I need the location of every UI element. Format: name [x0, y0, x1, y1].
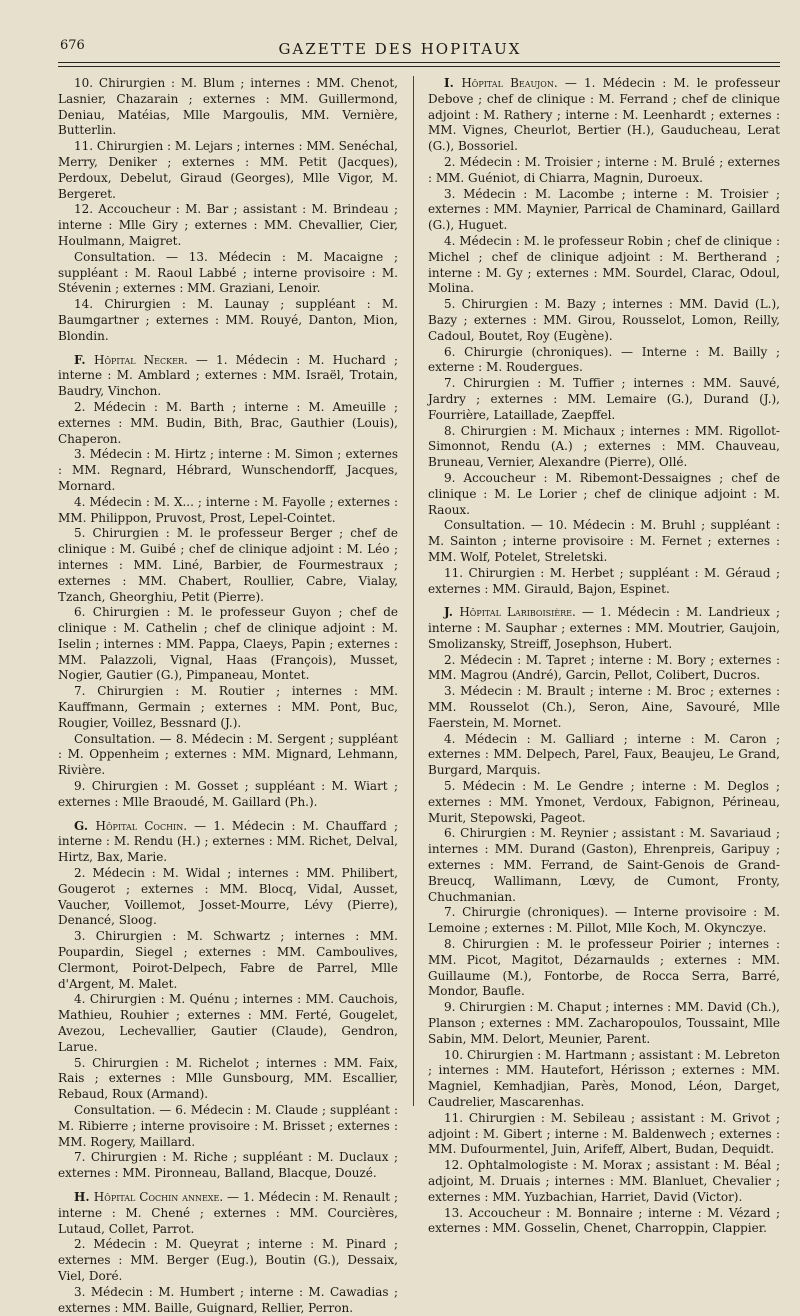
entry-text: 7. Chirurgien : M. Routier ; internes : MM. Kauffmann, Germain ; externes : MM. Pont, Buc, Rougier, Voillez, Bessnard (J.). [58, 684, 398, 730]
entry-paragraph [58, 992, 398, 1055]
entry-text: 11. Chirurgien : M. Herbet ; suppléant : M. Géraud ; externes : MM. Girauld, Bajon, Espinet. [428, 565, 780, 596]
entry-paragraph [428, 1000, 780, 1047]
entry-text: 3. Médecin : M. Hirtz ; interne : M. Simon ; externes : MM. Regnard, Hébrard, Wunschendorff, Jacques, Mornard. [58, 447, 398, 493]
entry-text: — 1. Médecin : M. Chauffard ; interne : M. Rendu (H.) ; externes : MM. Richet, Delval, Hirtz, Bax, Marie. [58, 818, 399, 865]
entry-paragraph [428, 653, 780, 685]
entry-paragraph [428, 76, 780, 155]
entry-text: Consultation. — 10. Médecin : M. Bruhl ; suppléant : M. Sainton ; interne provisoire : M. Fernet ; externes : MM. Wolf, Potelet, Streletski. [428, 518, 780, 564]
entry-paragraph [428, 187, 780, 234]
entry-paragraph [58, 605, 398, 684]
entry-text: 5. Chirurgien : M. Richelot ; internes : MM. Faix, Rais ; externes : Mlle Gunsbourg, MM. Escallier, Rebaud, Roux (Armand). [58, 1055, 398, 1102]
entry-paragraph [428, 1048, 780, 1111]
entry-paragraph [58, 1103, 398, 1150]
entry-paragraph [428, 155, 780, 187]
entry-text: 2. Médecin : M. Troisier ; interne : M. Brulé ; externes : MM. Guéniot, di Chiarra, Magnin, Duroeux. [428, 154, 780, 185]
entry-text: 11. Chirurgien : M. Lejars ; internes : MM. Senéchal, Merry, Deniker ; externes : MM. Petit (Jacques), Perdoux, Debelut, Giraud (Georges), Mlle Vigor, M. Bergeret. [58, 139, 398, 201]
entry-text: — 1. Médecin : M. le professeur Debove ; chef de clinique : M. Ferrand ; chef de clinique adjoint : M. Rathery ; interne : M. Leenhardt ; externes : MM. Vignes, Cheurlot, Bertier (H.), Gauducheau, Lerat (G.), Bossoriel. [428, 76, 781, 154]
entry-paragraph [428, 826, 780, 905]
entry-paragraph [58, 76, 398, 139]
entry-text: 9. Chirurgien : M. Chaput ; internes : MM. David (Ch.), Planson ; externes : MM. Zacharopoulos, Toussaint, Mlle Sabin, MM. Delort, Meunier, Parent. [428, 1000, 780, 1046]
entry-paragraph [58, 1285, 398, 1316]
entry-paragraph [58, 495, 398, 527]
entry-text: 7. Chirurgien : M. Tuffier ; internes : MM. Sauvé, Jardry ; externes : MM. Lemaire (G.), Durand (J.), Fourrière, Lataillade, Zaepffel. [428, 376, 780, 422]
section-letter: F. [74, 352, 94, 367]
hospital-name: Hôpital Necker. [93, 352, 188, 367]
entry-text: 6. Chirurgien : M. le professeur Guyon ; chef de clinique : M. Cathelin ; chef de clinique adjoint : M. Iselin ; internes : MM. Pappa, Claeys, Papin ; externes : MM. Palazzoli, Vignal, Haas (François), Musset, Nogier, Gautier (G.), Pimpaneau, Montet. [58, 605, 398, 683]
entry-paragraph [428, 779, 780, 826]
entry-paragraph [428, 905, 780, 937]
section-letter: J. [444, 605, 460, 620]
hospital-name: Hôpital Lariboisière. [459, 605, 576, 620]
entry-text: 2. Médecin : M. Tapret ; interne : M. Bory ; externes : MM. Magrou (André), Garcin, Pellot, Colibert, Ducros. [428, 652, 780, 683]
entry-text: 6. Chirurgien : M. Reynier ; assistant : M. Savariaud ; internes : MM. Durand (Gaston), Ehrenpreis, Garipuy ; externes : MM. Ferrand, de Saint-Genois de Grand-Breucq, Wallimann, Lœvy, de Cumont, Fronty, Chuchmanian. [428, 826, 780, 904]
entry-text: 10. Chirurgien : M. Hartmann ; assistant : M. Lebreton ; internes : MM. Hautefort, Hérisson ; externes : MM. Magniel, Kemhadjian, Parès, Monod, Léon, Darget, Caudrelier, Mascarenhas. [428, 1047, 780, 1109]
entry-paragraph [428, 1206, 780, 1238]
entry-text: 3. Médecin : M. Lacombe ; interne : M. Troisier ; externes : MM. Maynier, Parrical de Chaminard, Gaillard (G.), Huguet. [428, 186, 780, 233]
entry-paragraph [58, 447, 398, 494]
entry-paragraph [58, 1150, 398, 1182]
entry-text: 7. Chirurgien : M. Riche ; suppléant : M. Duclaux ; externes : MM. Pironneau, Balland, Blacque, Douzé. [58, 1150, 398, 1181]
entry-paragraph [58, 779, 398, 811]
entry-paragraph [58, 139, 398, 202]
entry-text: 12. Accoucheur : M. Bar ; assistant : M. Brindeau ; interne : Mlle Giry ; externes : MM. Chevallier, Cier, Houlmann, Maigret. [58, 202, 398, 248]
entry-text: 3. Chirurgien : M. Schwartz ; internes : MM. Poupardin, Siegel ; externes : MM. Camboulives, Clermont, Poirot-Delpech, Fabre de Parrel, Mlle d'Argent, M. Malet. [58, 929, 398, 991]
entry-text: — 1. Médecin : M. Huchard ; interne : M. Amblard ; externes : MM. Israël, Trotain, Baudry, Vinchon. [58, 352, 399, 399]
entry-paragraph [58, 526, 398, 605]
entry-text: 4. Chirurgien : M. Quénu ; internes : MM. Cauchois, Mathieu, Rouhier ; externes : MM. Ferté, Gougelet, Avezou, Lechevallier, Gautier (Claude), Gendron, Larue. [58, 992, 398, 1054]
entry-paragraph [428, 732, 780, 779]
entry-paragraph [428, 1111, 780, 1158]
entry-text: 5. Médecin : M. Le Gendre ; interne : M. Deglos ; externes : MM. Ymonet, Verdoux, Fabignon, Périneau, Murit, Stepowski, Pageot. [428, 779, 780, 825]
entry-paragraph [428, 1158, 780, 1205]
entry-text: 2. Médecin : M. Barth ; interne : M. Ameuille ; externes : MM. Budin, Bith, Brac, Gauthier (Louis), Chaperon. [58, 399, 398, 446]
entry-text: 4. Médecin : M. Galliard ; interne : M. Caron ; externes : MM. Delpech, Parel, Faux, Beaujeu, Le Grand, Burgard, Marquis. [428, 731, 780, 778]
entry-paragraph [58, 1237, 398, 1284]
entry-paragraph [58, 353, 398, 400]
entry-text: 8. Chirurgien : M. Michaux ; internes : MM. Rigollot-Simonnot, Rendu (A.) ; externes : MM. Chauveau, Bruneau, Vernier, Alexandre (Pierre), Ollé. [428, 423, 780, 470]
entry-paragraph [58, 819, 398, 866]
entry-paragraph [58, 929, 398, 992]
entry-text: 2. Médecin : M. Widal ; internes : MM. Philibert, Gougerot ; externes : MM. Blocq, Vidal, Ausset, Vaucher, Voillemot, Josset-Mourre, Lévy (Pierre), Denancé, Sloog. [58, 866, 398, 928]
page-number: 676 [60, 38, 85, 53]
entry-text: Consultation. — 6. Médecin : M. Claude ; suppléant : M. Ribierre ; interne provisoire : M. Brisset ; externes : MM. Rogery, Maillard. [58, 1103, 398, 1149]
right-column [428, 76, 780, 1237]
entry-paragraph [428, 234, 780, 297]
column-divider [413, 76, 414, 1106]
entry-paragraph [58, 732, 398, 779]
entry-paragraph [428, 424, 780, 471]
entry-paragraph [428, 684, 780, 731]
entry-paragraph [58, 297, 398, 344]
section-letter: I. [444, 76, 462, 90]
entry-text: 3. Médecin : M. Humbert ; interne : M. Cawadias ; externes : MM. Baille, Guignard, Rellier, Perron. [58, 1284, 398, 1315]
section-letter: G. [74, 818, 96, 833]
entry-paragraph [58, 400, 398, 447]
hospital-name: Hôpital Beaujon. [461, 76, 558, 90]
entry-text: 13. Accoucheur : M. Bonnaire ; interne : M. Vézard ; externes : MM. Gosselin, Chenet, Charroppin, Clappier. [428, 1205, 780, 1236]
entry-text: Consultation. — 8. Médecin : M. Sergent ; suppléant : M. Oppenheim ; externes : MM. Mignard, Lehmann, Rivière. [58, 731, 398, 778]
entry-paragraph [428, 471, 780, 518]
entry-paragraph [58, 1190, 398, 1237]
entry-paragraph [58, 1056, 398, 1103]
entry-text: — 1. Médecin : M. Landrieux ; interne : M. Sauphar ; externes : MM. Moutrier, Gaujoin, Smolizansky, Streiff, Josephson, Hubert. [428, 605, 780, 651]
entry-text: 11. Chirurgien : M. Sebileau ; assistant : M. Grivot ; adjoint : M. Gibert ; interne : M. Baldenwech ; externes : MM. Dufourmentel, Juin, Arifeff, Albert, Budan, Dequidt. [428, 1110, 780, 1157]
running-title: GAZETTE DES HOPITAUX [278, 40, 522, 58]
entry-text: 9. Chirurgien : M. Gosset ; suppléant : M. Wiart ; externes : Mlle Braoudé, M. Gaillard (Ph.). [58, 779, 398, 809]
section-letter: H. [74, 1189, 94, 1204]
entry-paragraph [58, 866, 398, 929]
entry-paragraph [58, 202, 398, 249]
entry-text: 5. Chirurgien : M. le professeur Berger ; chef de clinique : M. Guibé ; chef de clinique adjoint : M. Léo ; internes : MM. Liné, Barbier, de Fourmestraux ; externes : MM. Chabert, Roullier, Cabre, Vialay, Tzanch, Gheorghiu, Petit (Pierre). [58, 526, 398, 604]
entry-paragraph [428, 937, 780, 1000]
header-rule-thin [58, 66, 780, 67]
entry-paragraph [428, 297, 780, 344]
hospital-name: Hôpital Cochin. [95, 818, 188, 833]
entry-text: 2. Médecin : M. Queyrat ; interne : M. Pinard ; externes : MM. Berger (Eug.), Boutin (G.), Dessaix, Viel, Doré. [58, 1237, 398, 1283]
entry-text: 12. Ophtalmologiste : M. Morax ; assistant : M. Béal ; adjoint, M. Druais ; internes : MM. Blanluet, Chevalier ; externes : MM. Yuzbachian, Harriet, David (Victor). [428, 1158, 780, 1204]
entry-text: 9. Accoucheur : M. Ribemont-Dessaignes ; chef de clinique : M. Le Lorier ; chef de clinique adjoint : M. Raoux. [428, 470, 780, 517]
entry-text: 4. Médecin : M. le professeur Robin ; chef de clinique : Michel ; chef de clinique adjoint : M. Bertherand ; interne : M. Gy ; externes : MM. Sourdel, Clarac, Odoul, Molina. [428, 233, 780, 296]
entry-paragraph [428, 566, 780, 598]
left-column [58, 76, 398, 1316]
entry-text: 7. Chirurgie (chroniques). — Interne provisoire : M. Lemoine ; externes : M. Pillot, Mlle Koch, M. Okynczye. [428, 905, 780, 936]
entry-text: 8. Chirurgien : M. le professeur Poirier ; internes : MM. Picot, Magitot, Dézarnaulds ; externes : MM. Guillaume (M.), Fontorbe, de Rocca Serra, Barré, Mondor, Baufle. [428, 937, 780, 999]
entry-paragraph [58, 684, 398, 731]
entry-text: 10. Chirurgien : M. Blum ; internes : MM. Chenot, Lasnier, Chazarain ; externes : MM. Guillermond, Deniau, Matéias, Mlle Margoulis, MM. Vernière, Butterlin. [58, 76, 398, 138]
header-rule [58, 62, 780, 63]
entry-text: 3. Médecin : M. Brault ; interne : M. Broc ; externes : MM. Rousselot (Ch.), Seron, Aine, Savouré, Mlle Faerstein, M. Mornet. [428, 684, 780, 730]
entry-text: 4. Médecin : M. X... ; interne : M. Fayolle ; externes : MM. Philippon, Pruvost, Prost, Lepel-Cointet. [58, 494, 398, 525]
entry-paragraph [428, 345, 780, 377]
entry-paragraph [428, 518, 780, 565]
entry-text: — 1. Médecin : M. Renault ; interne : M. Chené ; externes : MM. Courcières, Lutaud, Collet, Parrot. [58, 1189, 398, 1236]
entry-text: Consultation. — 13. Médecin : M. Macaigne ; suppléant : M. Raoul Labbé ; interne provisoire : M. Stévenin ; externes : MM. Graziani, Lenoir. [58, 249, 398, 296]
entry-paragraph [428, 605, 780, 652]
entry-paragraph [428, 376, 780, 423]
entry-text: 6. Chirurgie (chroniques). — Interne : M. Bailly ; externe : M. Roudergues. [428, 344, 780, 375]
hospital-name: Hôpital Cochin annexe. [93, 1189, 224, 1204]
entry-text: 5. Chirurgien : M. Bazy ; internes : MM. David (L.), Bazy ; externes : MM. Girou, Rousselot, Lomon, Reilly, Cadoul, Boutet, Roy (Eugène). [428, 297, 780, 343]
entry-text: 14. Chirurgien : M. Launay ; suppléant : M. Baumgartner ; externes : MM. Rouyé, Danton, Mion, Blondin. [58, 297, 398, 343]
entry-paragraph [58, 250, 398, 297]
